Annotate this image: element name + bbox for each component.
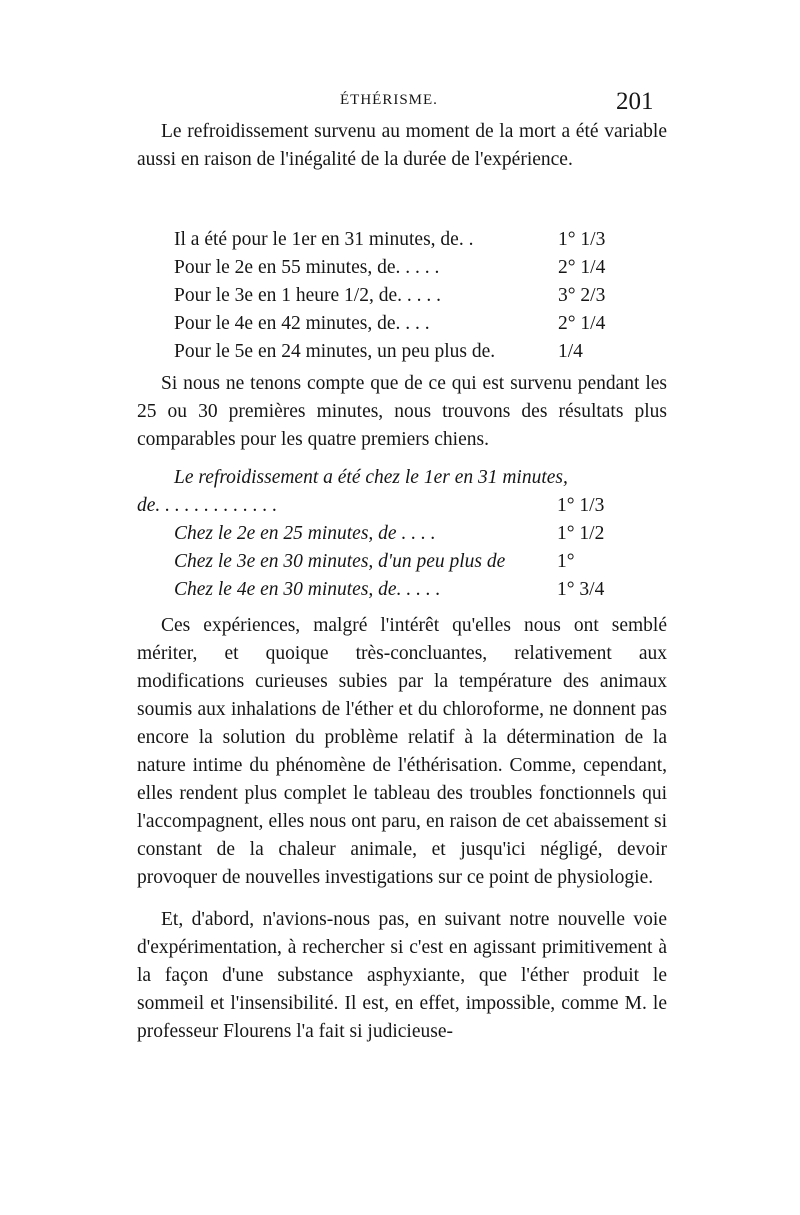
table-2-label: Chez le 2e en 25 minutes, de . . . . — [174, 523, 436, 544]
page-number: 201 — [616, 88, 654, 115]
table-2-row — [137, 520, 667, 548]
table-1-row — [174, 338, 668, 366]
table-2-value: 1° 1/3 — [557, 495, 605, 516]
paragraph-1: Le refroidissement survenu au moment de la mort a été variable aussi en raison de l'inégalité de la durée de l'expérience. — [137, 121, 667, 170]
table-2-value: 1° 1/2 — [557, 523, 605, 544]
table-1-label: Pour le 5e en 24 minutes, un peu plus de. — [174, 341, 496, 362]
table-2-first-line — [137, 464, 667, 492]
table-1-row — [174, 254, 668, 282]
paragraph-2-block — [137, 370, 667, 454]
table-2-first-leader: de. . . . . . . . . . . . . — [137, 495, 278, 516]
table-1-label: Pour le 3e en 1 heure 1/2, de. . . . . — [174, 285, 441, 306]
table-2-value: 1° — [557, 551, 575, 572]
running-title: ÉTHÉRISME. — [340, 92, 438, 108]
table-1-row — [174, 282, 668, 310]
table-2-first-label: Le refroidissement a été chez le 1er en 31 minutes, — [174, 467, 568, 488]
paragraph-2: Si nous ne tenons compte que de ce qui est survenu pendant les 25 ou 30 premières minutes, nous trouvons des résultats plus comparables pour les quatre premiers chiens. — [137, 373, 667, 450]
table-1 — [174, 226, 668, 366]
table-2 — [137, 464, 667, 604]
table-1-value: 3° 2/3 — [558, 285, 606, 306]
table-2-first-row — [137, 492, 667, 520]
table-1-label: Il a été pour le 1er en 31 minutes, de. . — [174, 229, 474, 250]
paragraph-3: Ces expériences, malgré l'intérêt qu'elles nous ont semblé mériter, et quoique très-concluantes, relativement aux modifications curieuses subies par la température des animaux soumis aux inhalations de l'éther et du chloroforme, ne donnent pas encore la solution du problème relatif à la détermination de la nature intime du phénomène de l'éthérisation. Comme, cependant, elles rendent plus complet le tableau des troubles fonctionnels qui l'accompagnent, elles nous ont paru, en raison de cet abaissement si constant de la chaleur animale, et jusqu'ici négligé, devoir provoquer de nouvelles investigations sur ce point de physiologie. — [137, 615, 667, 888]
paragraph-4-block — [137, 906, 667, 1046]
table-1-row — [174, 226, 668, 254]
table-2-label: Chez le 4e en 30 minutes, de. . . . . — [174, 579, 441, 600]
paragraph-1-block — [137, 118, 667, 174]
table-2-row — [137, 548, 667, 576]
table-1-row — [174, 310, 668, 338]
table-1-label: Pour le 2e en 55 minutes, de. . . . . — [174, 257, 440, 278]
table-1-value: 2° 1/4 — [558, 257, 606, 278]
table-2-label: Chez le 3e en 30 minutes, d'un peu plus de — [174, 551, 506, 572]
table-1-value: 2° 1/4 — [558, 313, 606, 334]
table-1-value: 1/4 — [558, 341, 583, 362]
paragraph-3-block — [137, 612, 667, 892]
paragraph-4: Et, d'abord, n'avions-nous pas, en suivant notre nouvelle voie d'expérimentation, à rechercher si c'est en agissant primitivement à la façon d'une substance asphyxiante, que l'éther produit le sommeil et l'insensibilité. Il est, en effet, impossible, comme M. le professeur Flourens l'a fait si judicieuse- — [137, 909, 667, 1042]
table-2-row — [137, 576, 667, 604]
table-1-value: 1° 1/3 — [558, 229, 606, 250]
table-1-label: Pour le 4e en 42 minutes, de. . . . — [174, 313, 430, 334]
table-2-value: 1° 3/4 — [557, 579, 605, 600]
